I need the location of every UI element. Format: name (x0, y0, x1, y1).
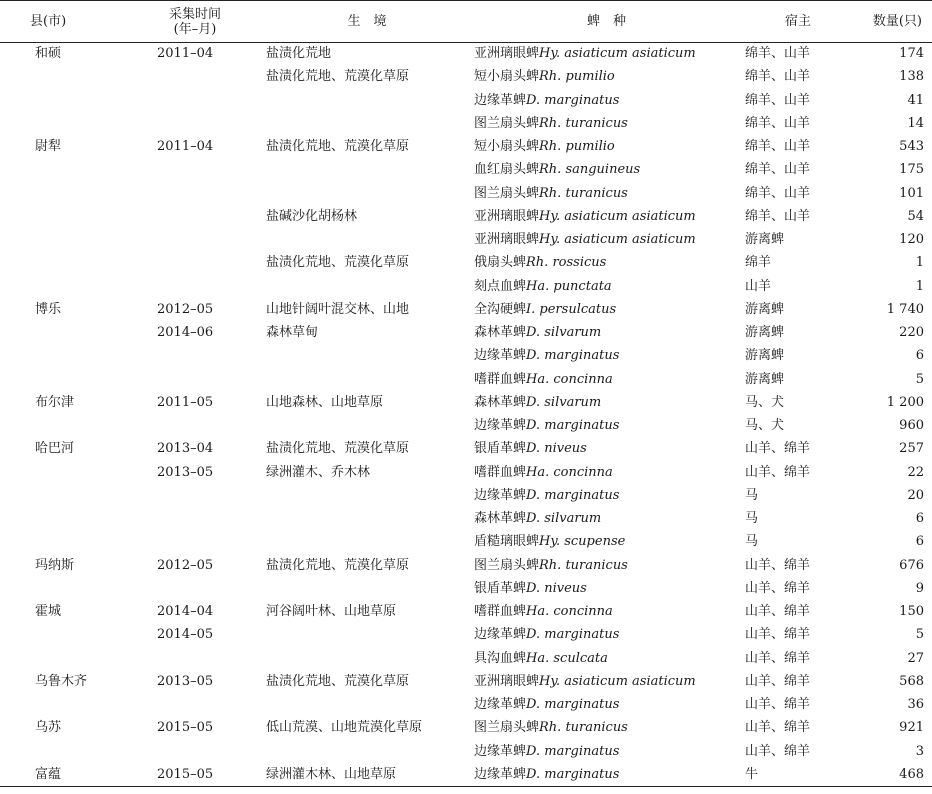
host-cell: 马 (745, 487, 759, 503)
species-cell (471, 136, 742, 159)
date-cell: 2014–04 (157, 604, 214, 620)
header-date-line1: 采集时间 (168, 6, 221, 22)
host-cell: 绵羊、山羊 (745, 115, 811, 131)
species-cell (471, 391, 742, 414)
species-latin-name: D. marginatus (526, 766, 620, 782)
species-latin-name: Ha. concinna (526, 604, 613, 620)
county-cell (0, 624, 127, 647)
species-cell (471, 461, 742, 484)
header-date-line2: (年–月) (173, 21, 217, 37)
count-cell: 6 (915, 511, 924, 527)
count-cell: 9 (915, 580, 924, 596)
count-cell: 1 740 (886, 301, 924, 317)
habitat-cell: 河谷阔叶林、山地草原 (266, 604, 397, 620)
date-cell: 2013–04 (157, 441, 214, 457)
count-cell: 468 (854, 763, 932, 786)
host-cell: 山羊、绵羊 (745, 580, 811, 596)
host-cell: 牛 (742, 763, 854, 786)
species-latin-name: Rh. turanicus (539, 720, 628, 736)
date-cell: 2015–05 (157, 720, 214, 736)
species-chinese-name: 血红扇头蜱 (474, 162, 540, 178)
host-cell: 游离蜱 (745, 348, 785, 364)
county-cell (0, 322, 127, 345)
species-cell (471, 229, 742, 252)
county-cell (0, 229, 127, 252)
count-cell: 27 (907, 650, 924, 666)
county-cell: 博乐 (35, 301, 62, 317)
species-latin-name: D. niveus (526, 441, 587, 457)
date-cell: 2011–04 (157, 46, 214, 62)
species-chinese-name: 边缘革蜱 (474, 743, 527, 759)
date-cell (127, 368, 263, 391)
county-cell (0, 182, 127, 205)
species-latin-name: D. silvarum (526, 394, 602, 410)
habitat-cell (263, 159, 471, 182)
count-cell: 20 (907, 487, 924, 503)
count-cell: 676 (899, 557, 924, 573)
habitat-cell (263, 508, 471, 531)
species-chinese-name: 森林革蜱 (474, 394, 527, 410)
count-cell: 22 (907, 464, 924, 480)
species-chinese-name: 银盾革蜱 (474, 441, 527, 457)
date-cell (127, 484, 263, 507)
species-cell (471, 159, 742, 182)
species-latin-name: Rh. sanguineus (539, 162, 641, 178)
species-chinese-name: 短小扇头蜱 (474, 69, 540, 85)
species-cell (471, 322, 742, 345)
habitat-cell (263, 647, 471, 670)
species-chinese-name: 森林革蜱 (474, 325, 527, 341)
host-cell: 绵羊、山羊 (745, 185, 811, 201)
date-cell (127, 508, 263, 531)
species-chinese-name: 图兰扇头蜱 (474, 115, 540, 131)
species-chinese-name: 边缘革蜱 (474, 627, 527, 643)
table-row (0, 624, 932, 647)
habitat-cell (263, 89, 471, 112)
species-chinese-name: 短小扇头蜱 (474, 139, 540, 155)
count-cell: 921 (899, 720, 924, 736)
table-row (0, 484, 932, 507)
table-row (0, 368, 932, 391)
header-species: 蜱 种 (471, 1, 742, 43)
species-chinese-name: 边缘革蜱 (474, 487, 527, 503)
species-cell (471, 508, 742, 531)
county-cell (0, 577, 127, 600)
county-cell (0, 159, 127, 182)
species-latin-name: Rh. turanicus (539, 115, 628, 131)
species-latin-name: Hy. asiaticum asiaticum (539, 673, 696, 689)
species-cell (471, 484, 742, 507)
habitat-cell: 山地森林、山地草原 (266, 394, 384, 410)
count-cell: 1 (915, 255, 924, 271)
species-cell (471, 252, 742, 275)
species-cell (471, 740, 742, 763)
habitat-cell: 盐碱沙化胡杨林 (266, 208, 358, 224)
habitat-cell (263, 229, 471, 252)
county-cell (0, 205, 127, 228)
table-row (0, 717, 932, 740)
habitat-cell (263, 112, 471, 135)
table-row (0, 275, 932, 298)
table-row (0, 112, 932, 135)
species-chinese-name: 银盾革蜱 (474, 580, 527, 596)
species-chinese-name: 亚洲璃眼蜱 (474, 673, 540, 689)
header-county: 县(市) (0, 1, 127, 43)
county-cell (0, 415, 127, 438)
county-cell (0, 694, 127, 717)
species-chinese-name: 边缘革蜱 (474, 348, 527, 364)
species-latin-name: D. silvarum (526, 325, 602, 341)
species-chinese-name: 亚洲璃眼蜱 (474, 46, 540, 62)
species-latin-name: Ha. sculcata (526, 650, 608, 666)
date-cell: 2012–05 (157, 301, 214, 317)
date-cell (127, 182, 263, 205)
species-latin-name: D. marginatus (526, 697, 620, 713)
species-cell (471, 438, 742, 461)
species-latin-name: Hy. asiaticum asiaticum (539, 46, 696, 62)
county-cell (0, 740, 127, 763)
species-cell (471, 670, 742, 693)
host-cell: 山羊、绵羊 (745, 441, 811, 457)
species-cell (471, 368, 742, 391)
table-row (0, 43, 932, 66)
host-cell: 山羊、绵羊 (745, 720, 811, 736)
table-row (0, 461, 932, 484)
county-cell (0, 531, 127, 554)
table-row (0, 298, 932, 321)
count-cell: 5 (915, 627, 924, 643)
species-latin-name: D. marginatus (526, 743, 620, 759)
species-cell (471, 112, 742, 135)
table-row (0, 391, 932, 414)
count-cell: 41 (907, 92, 924, 108)
species-cell (471, 345, 742, 368)
host-cell: 绵羊、山羊 (745, 92, 811, 108)
table-row (0, 554, 932, 577)
county-cell (0, 252, 127, 275)
table-header (0, 1, 932, 43)
table-row (0, 647, 932, 670)
date-cell (127, 647, 263, 670)
count-cell: 14 (907, 115, 924, 131)
habitat-cell: 绿洲灌木林、山地草原 (263, 763, 471, 786)
county-cell (0, 508, 127, 531)
date-cell (127, 66, 263, 89)
species-cell (471, 763, 742, 786)
count-cell: 257 (899, 441, 924, 457)
species-chinese-name: 图兰扇头蜱 (474, 185, 540, 201)
table-row (0, 322, 932, 345)
species-chinese-name: 全沟硬蜱 (474, 301, 527, 317)
host-cell: 绵羊 (745, 255, 772, 271)
host-cell: 绵羊、山羊 (745, 208, 811, 224)
species-cell (471, 205, 742, 228)
species-cell (471, 298, 742, 321)
host-cell: 游离蜱 (745, 232, 785, 248)
table-row (0, 531, 932, 554)
species-cell (471, 694, 742, 717)
species-latin-name: Ha. concinna (526, 464, 613, 480)
host-cell: 绵羊、山羊 (745, 139, 811, 155)
count-cell: 6 (915, 534, 924, 550)
host-cell: 山羊、绵羊 (745, 697, 811, 713)
habitat-cell: 绿洲灌木、乔木林 (266, 464, 371, 480)
county-cell: 和硕 (35, 46, 62, 62)
species-latin-name: Rh. pumilio (539, 139, 615, 155)
host-cell: 游离蜱 (745, 325, 785, 341)
host-cell: 山羊、绵羊 (745, 557, 811, 573)
date-cell: 2013–05 (157, 673, 214, 689)
species-latin-name: D. silvarum (526, 511, 602, 527)
county-cell: 布尔津 (35, 394, 75, 410)
date-cell (127, 345, 263, 368)
date-cell (127, 205, 263, 228)
date-cell (127, 415, 263, 438)
species-latin-name: Hy. asiaticum asiaticum (539, 232, 696, 248)
count-cell: 54 (907, 208, 924, 224)
header-habitat: 生 境 (263, 1, 471, 43)
species-cell (471, 89, 742, 112)
habitat-cell: 森林草甸 (266, 325, 319, 341)
date-cell (127, 531, 263, 554)
table-row (0, 438, 932, 461)
date-cell (127, 694, 263, 717)
count-cell: 220 (899, 325, 924, 341)
table-row (0, 740, 932, 763)
species-chinese-name: 边缘革蜱 (474, 766, 527, 782)
count-cell: 150 (899, 604, 924, 620)
table-row (0, 205, 932, 228)
species-chinese-name: 俄扇头蜱 (474, 255, 527, 271)
host-cell: 绵羊、山羊 (745, 46, 811, 62)
table-row (0, 182, 932, 205)
county-cell: 乌鲁木齐 (35, 673, 88, 689)
table-row (0, 577, 932, 600)
host-cell: 马、犬 (745, 418, 785, 434)
header-row (0, 1, 932, 43)
count-cell: 1 200 (886, 394, 924, 410)
date-cell (127, 229, 263, 252)
county-cell (0, 89, 127, 112)
species-chinese-name: 亚洲璃眼蜱 (474, 208, 540, 224)
host-cell: 绵羊、山羊 (745, 162, 811, 178)
species-cell (471, 647, 742, 670)
species-chinese-name: 嗜群血蜱 (474, 464, 527, 480)
habitat-cell (263, 740, 471, 763)
date-cell: 2014–06 (157, 325, 214, 341)
county-cell (0, 368, 127, 391)
habitat-cell: 盐渍化荒地、荒漠化草原 (266, 255, 410, 271)
county-cell (0, 484, 127, 507)
species-chinese-name: 边缘革蜱 (474, 418, 527, 434)
date-cell (127, 577, 263, 600)
host-cell: 马、犬 (745, 394, 785, 410)
species-chinese-name: 刻点血蜱 (474, 278, 527, 294)
species-cell (471, 601, 742, 624)
species-latin-name: D. marginatus (526, 487, 620, 503)
habitat-cell (263, 577, 471, 600)
habitat-cell: 盐渍化荒地、荒漠化草原 (266, 557, 410, 573)
species-cell (471, 43, 742, 66)
habitat-cell: 山地针阔叶混交林、山地 (266, 301, 410, 317)
habitat-cell (263, 275, 471, 298)
date-cell: 2013–05 (157, 464, 214, 480)
habitat-cell (263, 368, 471, 391)
species-latin-name: Rh. rossicus (526, 255, 607, 271)
date-cell: 2011–04 (157, 139, 214, 155)
species-cell (471, 275, 742, 298)
date-cell: 2011–05 (157, 394, 214, 410)
county-cell: 尉犁 (35, 139, 62, 155)
species-latin-name: Hy. scupense (539, 534, 626, 550)
species-chinese-name: 森林革蜱 (474, 511, 527, 527)
county-cell (0, 66, 127, 89)
species-latin-name: Hy. asiaticum asiaticum (539, 208, 696, 224)
table-row (0, 159, 932, 182)
table-body (0, 43, 932, 787)
table-row (0, 66, 932, 89)
count-cell: 5 (915, 371, 924, 387)
species-latin-name: I. persulcatus (526, 301, 617, 317)
county-cell: 玛纳斯 (35, 557, 75, 573)
table-row (0, 670, 932, 693)
county-cell (0, 461, 127, 484)
county-cell (0, 112, 127, 135)
habitat-cell: 低山荒漠、山地荒漠化草原 (266, 720, 423, 736)
count-cell: 138 (899, 69, 924, 85)
species-cell (471, 66, 742, 89)
count-cell: 36 (907, 697, 924, 713)
date-cell: 2015–05 (127, 763, 263, 786)
habitat-cell: 盐渍化荒地、荒漠化草原 (266, 673, 410, 689)
table-row (0, 89, 932, 112)
habitat-cell (263, 182, 471, 205)
table-row (0, 345, 932, 368)
species-chinese-name: 图兰扇头蜱 (474, 557, 540, 573)
species-chinese-name: 具沟血蜱 (474, 650, 527, 666)
host-cell: 山羊、绵羊 (745, 604, 811, 620)
habitat-cell (263, 484, 471, 507)
host-cell: 绵羊、山羊 (745, 69, 811, 85)
date-cell (127, 740, 263, 763)
count-cell: 174 (899, 46, 924, 62)
count-cell: 568 (899, 673, 924, 689)
species-cell (471, 415, 742, 438)
species-chinese-name: 嗜群血蜱 (474, 371, 527, 387)
count-cell: 3 (915, 743, 924, 759)
species-latin-name: Rh. turanicus (539, 185, 628, 201)
county-cell: 霍城 (35, 604, 62, 620)
host-cell: 游离蜱 (745, 301, 785, 317)
county-cell (0, 345, 127, 368)
host-cell: 山羊、绵羊 (745, 743, 811, 759)
host-cell: 游离蜱 (745, 371, 785, 387)
species-cell (471, 624, 742, 647)
species-chinese-name: 嗜群血蜱 (474, 604, 527, 620)
count-cell: 101 (899, 185, 924, 201)
table-row (0, 694, 932, 717)
species-latin-name: Ha. concinna (526, 371, 613, 387)
host-cell: 山羊、绵羊 (745, 464, 811, 480)
table-row (0, 508, 932, 531)
species-chinese-name: 亚洲璃眼蜱 (474, 232, 540, 248)
county-cell (0, 275, 127, 298)
species-latin-name: D. marginatus (526, 418, 620, 434)
species-cell (471, 182, 742, 205)
header-date (127, 1, 263, 43)
species-chinese-name: 图兰扇头蜱 (474, 720, 540, 736)
header-host: 宿主 (742, 1, 854, 43)
habitat-cell: 盐渍化荒地、荒漠化草原 (266, 441, 410, 457)
date-cell (127, 252, 263, 275)
habitat-cell (263, 531, 471, 554)
table-row (0, 252, 932, 275)
species-chinese-name: 边缘革蜱 (474, 92, 527, 108)
species-latin-name: D. marginatus (526, 92, 620, 108)
species-chinese-name: 盾糙璃眼蜱 (474, 534, 540, 550)
count-cell: 1 (915, 278, 924, 294)
host-cell: 山羊、绵羊 (745, 673, 811, 689)
habitat-cell (263, 694, 471, 717)
count-cell: 120 (899, 232, 924, 248)
table-row (0, 601, 932, 624)
table-row (0, 136, 932, 159)
table-row (0, 415, 932, 438)
county-cell: 乌苏 (35, 720, 62, 736)
habitat-cell: 盐渍化荒地 (266, 46, 332, 62)
species-cell (471, 531, 742, 554)
host-cell: 山羊、绵羊 (745, 627, 811, 643)
habitat-cell: 盐渍化荒地、荒漠化草原 (266, 69, 410, 85)
habitat-cell (263, 624, 471, 647)
species-latin-name: D. marginatus (526, 348, 620, 364)
species-latin-name: Rh. turanicus (539, 557, 628, 573)
county-cell: 哈巴河 (35, 441, 75, 457)
table-row (0, 229, 932, 252)
date-cell (127, 89, 263, 112)
species-latin-name: Rh. pumilio (539, 69, 615, 85)
date-cell: 2012–05 (157, 557, 214, 573)
habitat-cell (263, 345, 471, 368)
species-cell (471, 717, 742, 740)
host-cell: 山羊、绵羊 (745, 650, 811, 666)
species-chinese-name: 边缘革蜱 (474, 697, 527, 713)
species-latin-name: D. marginatus (526, 627, 620, 643)
species-cell (471, 554, 742, 577)
species-latin-name: Ha. punctata (526, 278, 612, 294)
species-cell (471, 577, 742, 600)
date-cell (127, 112, 263, 135)
header-count: 数量(只) (854, 1, 932, 43)
county-cell (0, 647, 127, 670)
date-cell: 2014–05 (157, 627, 214, 643)
count-cell: 6 (915, 348, 924, 364)
habitat-cell: 盐渍化荒地、荒漠化草原 (266, 139, 410, 155)
table-row (0, 763, 932, 786)
county-cell: 富蕴 (0, 763, 127, 786)
count-cell: 175 (899, 162, 924, 178)
host-cell: 马 (745, 534, 759, 550)
habitat-cell (263, 415, 471, 438)
host-cell: 马 (745, 511, 759, 527)
host-cell: 山羊 (745, 278, 772, 294)
count-cell: 543 (899, 139, 924, 155)
species-latin-name: D. niveus (526, 580, 587, 596)
count-cell: 960 (899, 418, 924, 434)
date-cell (127, 275, 263, 298)
date-cell (127, 159, 263, 182)
